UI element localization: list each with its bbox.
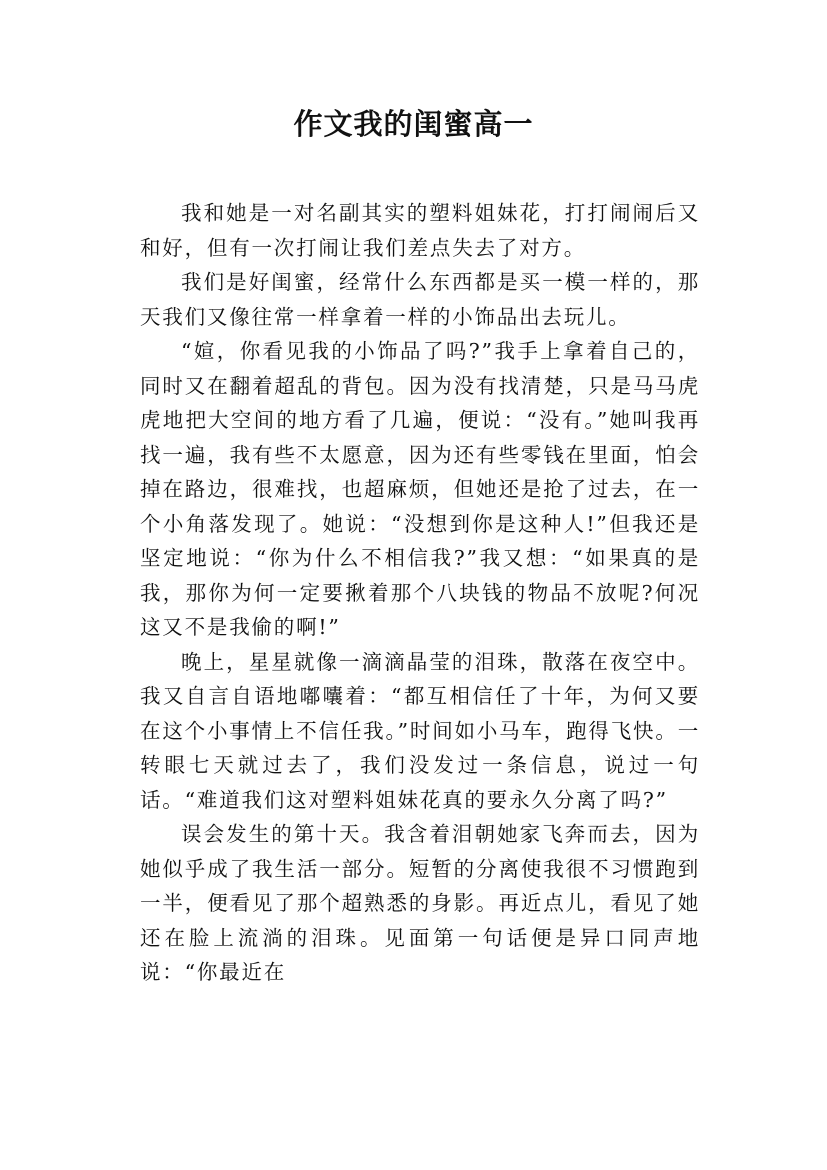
document-body	[140, 196, 700, 990]
paragraph: 误会发生的第十天。我含着泪朝她家飞奔而去，因为她似乎成了我生活一部分。短暂的分离使我很不习惯跑到一半，便看见了那个超熟悉的身影。再近点儿，看见了她还在脸上流淌的泪珠。见面第一句话便是异口同声地说：“你最近在	[140, 822, 700, 984]
paragraph: 晚上，星星就像一滴滴晶莹的泪珠，散落在夜空中。我又自言自语地嘟囔着：“都互相信任了十年，为何又要在这个小事情上不信任我。”时间如小马车，跑得飞快。一转眼七天就过去了，我们没发过一条信息，说过一句话。“难道我们这对塑料姐妹花真的要永久分离了吗?”	[140, 649, 700, 812]
document-title: 作文我的闺蜜高一	[293, 107, 534, 141]
paragraph: “媗，你看见我的小饰品了吗?”我手上拿着自己的，同时又在翻着超乱的背包。因为没有找清楚，只是马马虎虎地把大空间的地方看了几遍，便说：“没有。”她叫我再找一遍，我有些不太愿意，因为还有些零钱在里面，怕会掉在路边，很难找，也超麻烦，但她还是抢了过去，在一个小角落发现了。她说：“没想到你是这种人!”但我还是坚定地说：“你为什么不相信我?”我又想：“如果真的是我，那你为何一定要揪着那个八块钱的物品不放呢?何况这又不是我偷的啊!”	[140, 339, 700, 639]
paragraph: 我和她是一对名副其实的塑料姐妹花，打打闹闹后又和好，但有一次打闹让我们差点失去了对方。	[140, 201, 700, 260]
paragraph: 我们是好闺蜜，经常什么东西都是买一模一样的，那天我们又像往常一样拿着一样的小饰品出去玩儿。	[140, 270, 700, 329]
